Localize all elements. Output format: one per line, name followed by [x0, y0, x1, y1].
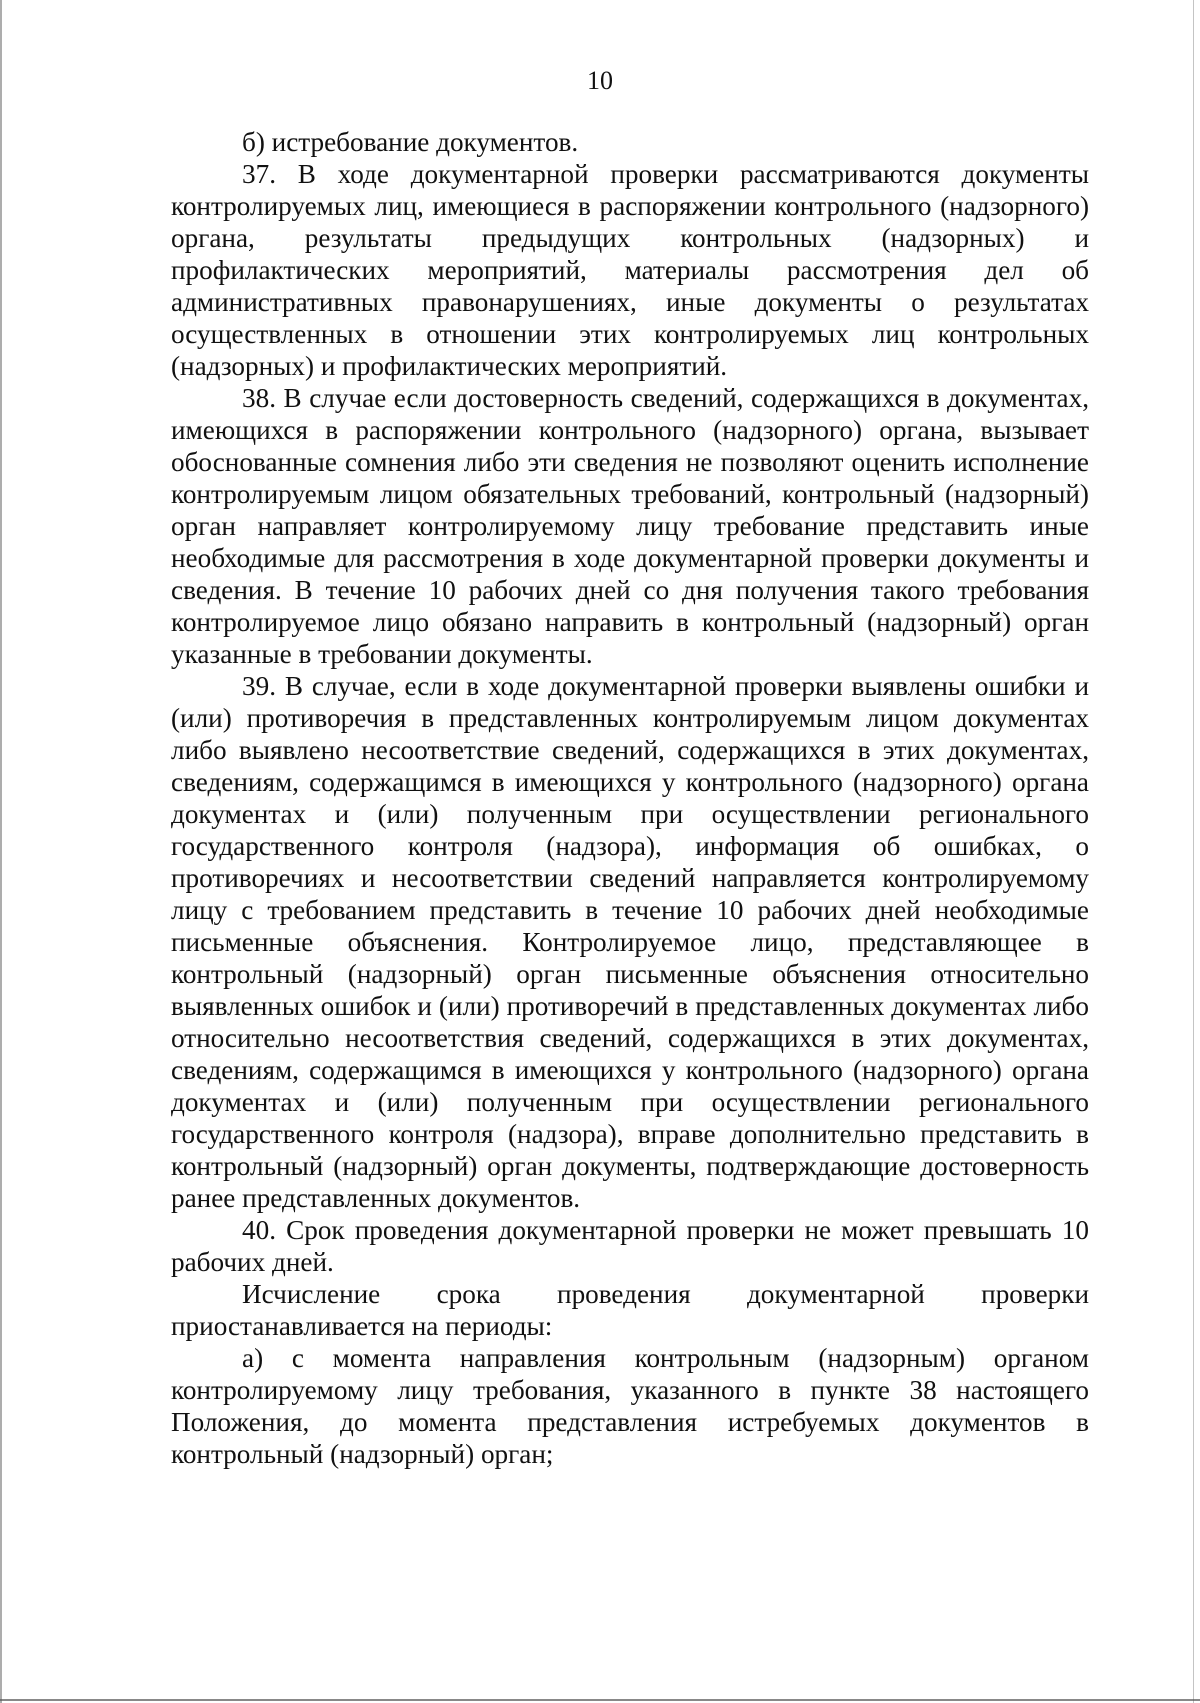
- paragraph-suspension-periods: Исчисление срока проведения документарной проверки приостанавливается на периоды:: [171, 1279, 1089, 1341]
- paragraph-39: 39. В случае, если в ходе документарной проверки выявлены ошибки и (или) противоречия в представленных контролируемым лицом документах либо выявлено несоответствие сведений, содержащихся в этих документах, сведениям, содержащимся в имеющихся у контрольного (надзорного) органа документах и (или) полученным при осуществлении регионального государственного контроля (надзора), информация об ошибках, о противоречиях и несоответствии сведений направляется контролируемому лицу с требованием представить в течение 10 рабочих дней необходимые письменные объяснения. Контролируемое лицо, представляющее в контрольный (надзорный) орган письменные объяснения относительно выявленных ошибок и (или) противоречий в представленных документах либо относительно несоответствия сведений, содержащихся в этих документах, сведениям, содержащимся в имеющихся у контрольного (надзорного) органа документах и (или) полученным при осуществлении регионального государственного контроля (надзора), вправе дополнительно представить в контрольный (надзорный) орган документы, подтверждающие достоверность ранее представленных документов.: [171, 671, 1089, 1213]
- page-number: 10: [587, 66, 613, 95]
- scan-edge-right: [1193, 0, 1194, 1703]
- scan-edge-left: [0, 0, 2, 1703]
- scan-edge-bottom: [0, 1699, 1200, 1701]
- paragraph-37: 37. В ходе документарной проверки рассматриваются документы контролируемых лиц, имеющиеся в распоряжении контрольного (надзорного) органа, результаты предыдущих контрольных (надзорных) и профилактических мероприятий, материалы рассмотрения дел об административных правонарушениях, иные документы о результатах осуществленных в отношении этих контролируемых лиц контрольных (надзорных) и профилактических мероприятий.: [171, 159, 1089, 381]
- paragraph-a-period: а) с момента направления контрольным (надзорным) органом контролируемому лицу требования, указанного в пункте 38 настоящего Положения, до момента представления истребуемых документов в контрольный (надзорный) орган;: [171, 1343, 1089, 1469]
- paragraph-40: 40. Срок проведения документарной проверки не может превышать 10 рабочих дней.: [171, 1215, 1089, 1277]
- paragraph-38: 38. В случае если достоверность сведений, содержащихся в документах, имеющихся в распоряжении контрольного (надзорного) органа, вызывает обоснованные сомнения либо эти сведения не позволяют оценить исполнение контролируемым лицом обязательных требований, контрольный (надзорный) орган направляет контролируемому лицу требование представить иные необходимые для рассмотрения в ходе документарной проверки документы и сведения. В течение 10 рабочих дней со дня получения такого требования контролируемое лицо обязано направить в контрольный (надзорный) орган указанные в требовании документы.: [171, 383, 1089, 669]
- paragraph-b-request-documents: б) истребование документов.: [242, 127, 579, 157]
- document-body: [171, 126, 1089, 1470]
